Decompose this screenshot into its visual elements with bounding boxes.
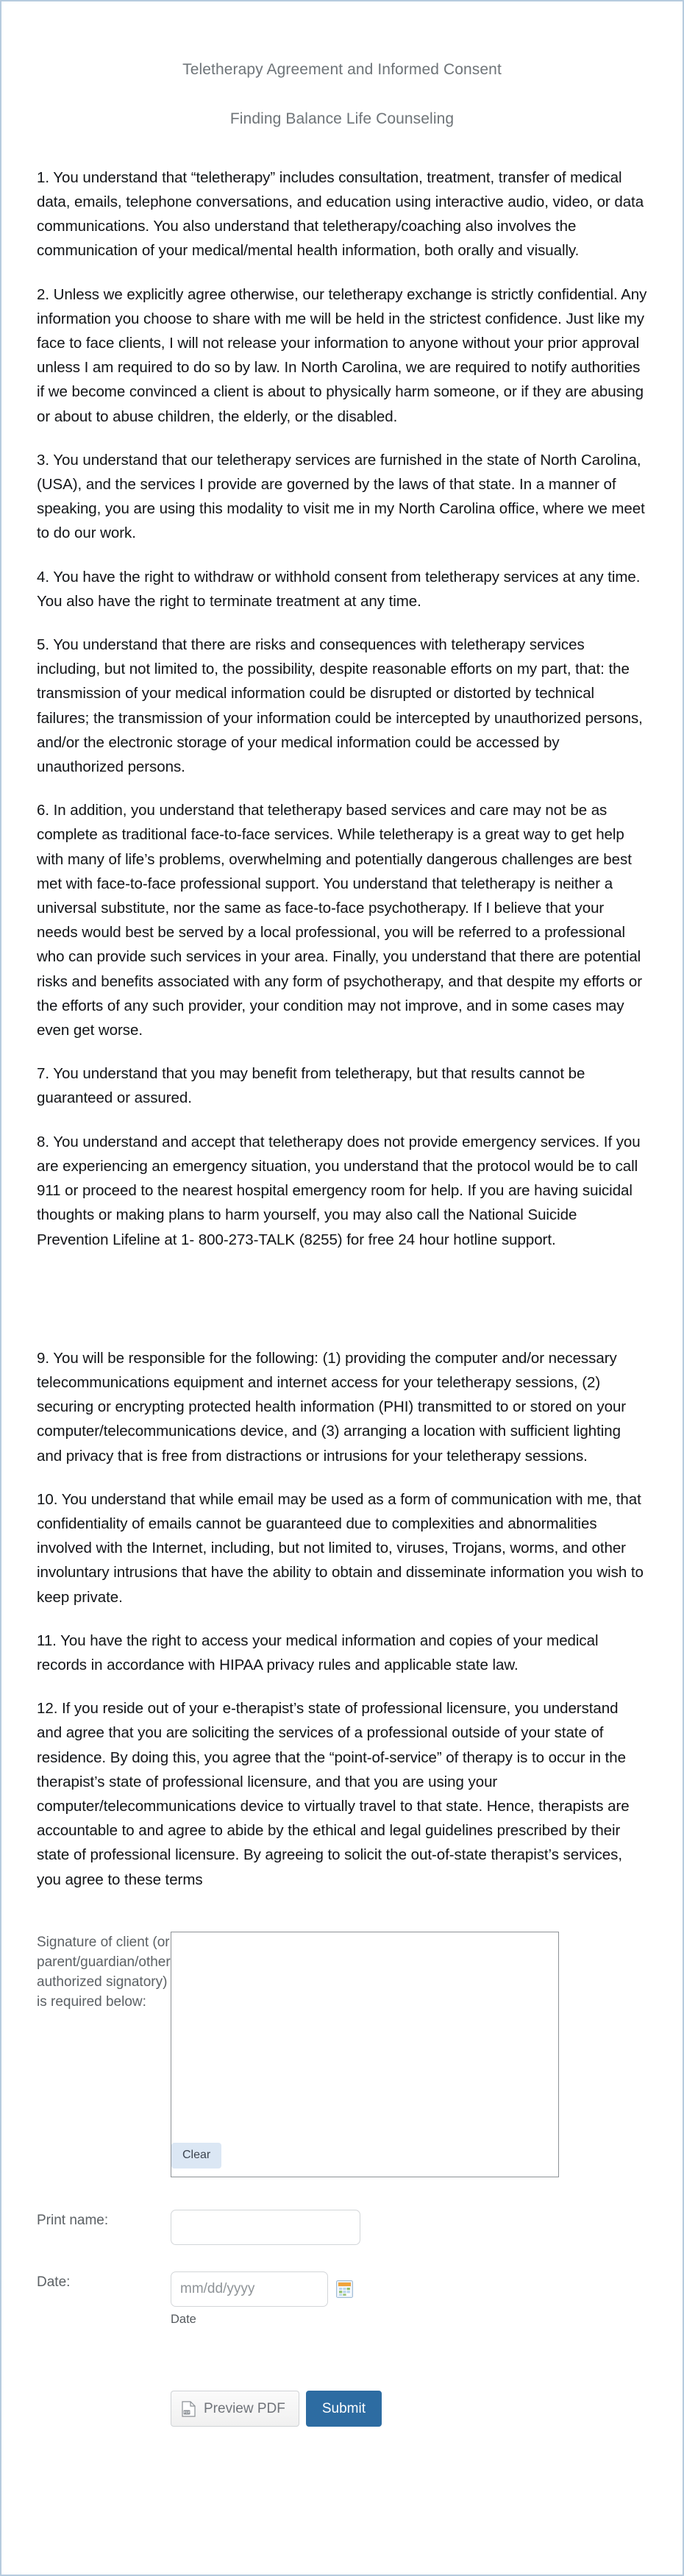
signature-form [37,1932,647,2427]
signature-canvas[interactable] [171,1932,559,2177]
agreement-body [37,166,647,1892]
signature-label: Signature of client (or parent/guardian/other authorized signatory) is required below: [37,1934,171,2010]
preview-pdf-label: Preview PDF [204,2400,285,2416]
clause-paragraph: 3. You understand that our teletherapy services are furnished in the state of North Carolina, (USA), and the services I provide are governed by the laws of that state. In a manner of speaking, you are using this modality to visit me in my North Carolina office, where we meet to do our work. [37,451,645,542]
document-header [37,1,647,130]
svg-text:PDF: PDF [183,2410,190,2414]
calendar-icon[interactable] [336,2280,353,2298]
form-actions [37,2391,647,2427]
clear-signature-button[interactable]: Clear [171,2143,221,2168]
page-subtitle: Finding Balance Life Counseling [229,110,455,128]
date-sub-label: Date [171,2312,196,2326]
date-label: Date: [37,2274,71,2290]
clause-paragraph: 1. You understand that “teletherapy” includes consultation, treatment, transfer of medical data, emails, telephone conversations, and education using interactive audio, video, or data communications. You also understand that teletherapy/coaching also involves the communication of your medical/mental health information, both orally and visually. [37,168,644,260]
date-field-row [37,2271,647,2327]
preview-pdf-button[interactable] [171,2391,299,2427]
signature-field-row [37,1932,647,2177]
clause-paragraph: 2. Unless we explicitly agree otherwise, our teletherapy exchange is strictly confidential. Any information you choose to share with me will be held in the strictest confidence. Just like my face to face clients, I will not release your information to anyone without your prior approval unless I am required to do so by law. In North Carolina, we are required to notify authorities if we become convinced a client is about to physically harm someone, or if they are abusing or about to abuse children, the elderly, or the disabled. [37,285,647,425]
clause-paragraph: 6. In addition, you understand that teletherapy based services and care may not be as complete as traditional face-to-face services. While teletherapy is a great way to get help with many of life’s problems, overwhelming and potentially dangerous challenges are best met with face-to-face professional support. You understand that teletherapy is neither a universal substitute, nor the same as face-to-face psychotherapy. If I believe that your needs would best be served by a local professional, you will be referred to a professional who can provide such services in your area. Finally, you understand that there are potential risks and benefits associated with any form of psychotherapy, and that despite my efforts or the efforts of any such provider, your condition may not improve, and in some cases may even get worse. [37,802,643,1039]
signature-pad[interactable] [171,1932,559,2177]
print-name-input[interactable] [171,2210,360,2245]
clause-paragraph: 5. You understand that there are risks and consequences with teletherapy services including, but not limited to, the possibility, despite reasonable efforts on my part, that: the transmission of your medical information could be disrupted or distorted by technical failures; the transmission of your information could be intercepted by unauthorized persons, and/or the electronic storage of your medical information could be accessed by unauthorized persons. [37,636,643,776]
date-input[interactable] [171,2271,328,2307]
page-title: Teletherapy Agreement and Informed Consent [182,61,502,78]
pdf-file-icon [182,2401,196,2417]
clause-paragraph: 8. You understand and accept that teletherapy does not provide emergency services. If you are experiencing an emergency situation, you understand that the protocol would be to call 911 or proceed to the nearest hospital emergency room for help. If you are having suicidal thoughts or making plans to harm yourself, you may also call the National Suicide Prevention Lifeline at 1- 800-273-TALK (8255) for free 24 hour hotline support. [37,1133,641,1248]
print-name-label: Print name: [37,2212,109,2228]
print-name-field-row [37,2210,647,2245]
clause-paragraph: 10. You understand that while email may be used as a form of communication with me, that confidentiality of emails cannot be guaranteed due to complexities and abnormalities involved with the Internet, including, but not limited to, viruses, Trojans, worms, and other involuntary intrusions that have the ability to obtain and disseminate information you wish to keep private. [37,1490,644,1606]
clause-paragraph: 4. You have the right to withdraw or withhold consent from teletherapy services at any time. You also have the right to terminate treatment at any time. [37,568,641,610]
clause-paragraph: 9. You will be responsible for the following: (1) providing the computer and/or necessary telecommunications equipment and internet access for your teletherapy sessions, (2) securing or encrypting protected health information (PHI) transmitted to or stored on your computer/telecommunications device, and (3) arranging a location with sufficient lighting and privacy that is free from distractions or intrusions for your teletherapy sessions. [37,1349,627,1465]
clause-paragraph: 11. You have the right to access your medical information and copies of your medical records in accordance with HIPAA privacy rules and applicable state law. [37,1632,599,1673]
clause-paragraph: 7. You understand that you may benefit from teletherapy, but that results cannot be guaranteed or assured. [37,1065,585,1107]
submit-button[interactable]: Submit [306,2391,382,2427]
clause-paragraph: 12. If you reside out of your e-therapist’s state of professional licensure, you understand and agree that you are soliciting the services of a professional outside of your state of residence. By doing this, you agree that the “point-of-service” of therapy is to occur in the therapist’s state of professional licensure, and that you are using your computer/telecommunications device to virtually travel to that state. Hence, therapists are accountable to and agree to abide by the ethical and legal guidelines prescribed by their state of professional licensure. By agreeing to solicit the out-of-state therapist’s services, you agree to these terms [37,1700,630,1888]
